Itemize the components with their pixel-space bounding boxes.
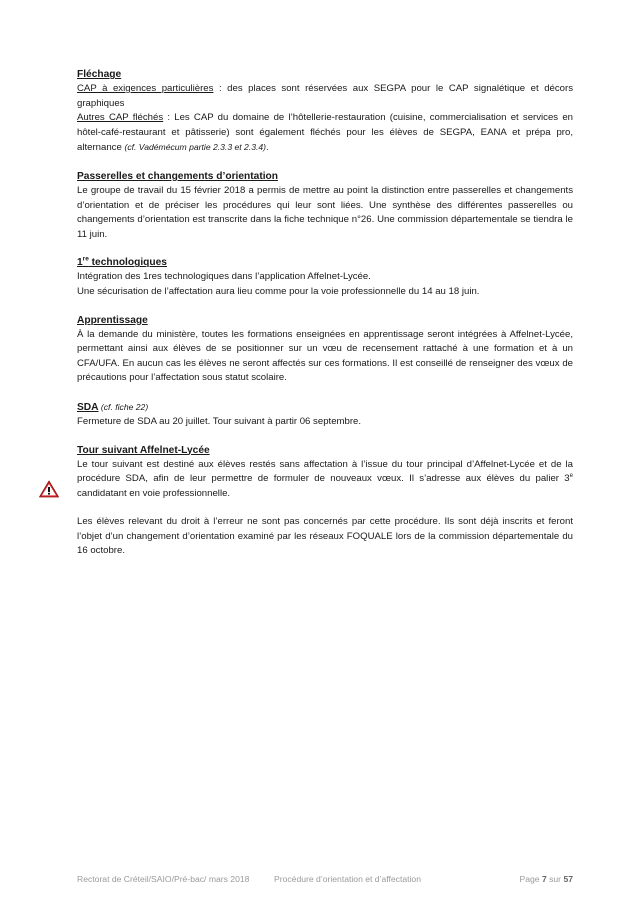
document-body xyxy=(77,68,573,573)
section-apprentissage xyxy=(77,314,573,386)
footer-source: Rectorat de Créteil/SAIO/Pré-bac/ mars 2018 xyxy=(77,874,250,884)
tour-text: Le tour suivant est destiné aux élèves restés sans affectation à l’issue du tour principal d’Affelnet-Lycée et de la procédure SDA, afin de leur permettre de formuler de nouveaux vœux. Il s’adresse aux élèves du palier 3 xyxy=(77,458,573,485)
tour-superscript: e xyxy=(569,472,573,479)
flechage-text-2: : Les CAP du domaine de l’hôtellerie-restauration (cuisine, commercialisation et services en hôtel-café-restaurant et pâtisserie) sont également fléchés pour les élèves de SEGPA, EANA et prépa pro, alternance xyxy=(77,112,573,154)
sda-title: SDA xyxy=(77,401,99,413)
flechage-paragraph-1 xyxy=(77,82,573,111)
flechage-label-2: Autres CAP fléchés xyxy=(77,112,164,124)
section-title-passerelles: Passerelles et changements d’orientation xyxy=(77,170,278,182)
section-title-tour-suivant: Tour suivant Affelnet-Lycée xyxy=(77,444,210,456)
section-title-technologiques xyxy=(77,256,573,270)
passerelles-paragraph: Le groupe de travail du 15 février 2018 a permis de mettre au point la distinction entre passerelles et changements d’orientation et de préciser les procédures qui leur sont liées. Une synthèse des différentes passerelles ou changements d’orientation est transcrite dans la fiche technique n°26. Une commission départementale se tiendra le 11 juin. xyxy=(77,184,573,240)
page-prefix: Page xyxy=(519,874,542,884)
section-flechage xyxy=(77,68,573,156)
technologiques-line-2: Une sécurisation de l’affectation aura lieu comme pour la voie professionnelle du 14 au 18 juin. xyxy=(77,285,480,297)
section-title-flechage: Fléchage xyxy=(77,69,122,80)
title-superscript: re xyxy=(82,255,89,263)
page-current: 7 xyxy=(541,874,547,884)
warning-paragraph: Les élèves relevant du droit à l’erreur ne sont pas concernés par cette procédure. Ils sont déjà inscrits et feront l’objet d’un changement d’orientation examiné par les réseaux FOQUALE lors de la commission départementale du 16 octobre. xyxy=(77,516,573,557)
section-title-apprentissage: Apprentissage xyxy=(77,314,148,326)
section-warning xyxy=(77,515,573,559)
warning-triangle-icon xyxy=(39,480,59,498)
title-rest: technologiques xyxy=(88,257,167,269)
flechage-text-1: : des places sont réservées aux SEGPA pour le CAP signalétique et décors graphiques xyxy=(77,83,574,109)
tour-text-end: candidatant en voie professionnelle. xyxy=(77,487,231,499)
title-number: 1 xyxy=(77,257,83,269)
section-sda xyxy=(77,400,573,430)
page-total: 57 xyxy=(563,874,573,884)
apprentissage-paragraph: À la demande du ministère, toutes les formations enseignées en apprentissage seront intégrées à Affelnet-Lycée, permettant ainsi aux élèves de se positionner sur un vœu de recensement rattaché à une formation et à un CFA/UFA. En aucun cas les élèves ne seront affectés sur ces formations. Il est conseillé de renseigner des vœux de précautions pour l’affectation sous statut scolaire. xyxy=(77,328,573,384)
footer-page-number xyxy=(519,874,573,884)
flechage-end: . xyxy=(266,142,269,154)
tour-paragraph xyxy=(77,458,573,502)
flechage-paragraph-2 xyxy=(77,111,573,156)
section-title-sda xyxy=(77,400,573,415)
flechage-reference: (cf. Vadémécum partie 2.3.3 et 2.3.4) xyxy=(124,142,267,153)
section-tour-suivant xyxy=(77,444,573,502)
section-technologiques xyxy=(77,256,573,299)
page-mid: sur xyxy=(546,874,564,884)
footer-document-title: Procédure d’orientation et d’affectation xyxy=(274,874,421,884)
technologiques-line-1: Intégration des 1res technologiques dans l’application Affelnet-Lycée. xyxy=(77,271,371,283)
sda-paragraph: Fermeture de SDA au 20 juillet. Tour suivant à partir 06 septembre. xyxy=(77,415,362,427)
sda-reference: (cf. fiche 22) xyxy=(98,401,149,412)
flechage-label-1: CAP à exigences particulières xyxy=(77,83,214,94)
section-passerelles xyxy=(77,170,573,242)
